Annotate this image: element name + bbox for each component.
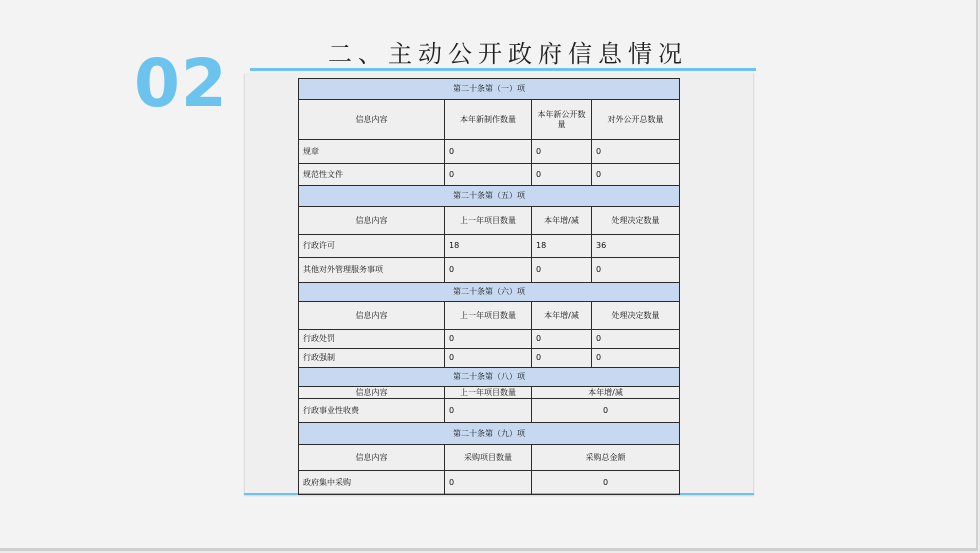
header-cell: 处理决定数量 <box>592 302 680 330</box>
value-cell: 0 <box>445 471 532 495</box>
title-underline <box>250 68 756 71</box>
header-cell: 本年增/减 <box>532 387 680 399</box>
value-cell: 0 <box>532 258 592 283</box>
column-header-row <box>299 445 680 471</box>
value-cell: 0 <box>592 330 680 349</box>
section-number: 02 <box>134 45 228 122</box>
row-label: 其他对外管理服务事项 <box>299 258 445 283</box>
value-cell: 0 <box>532 349 592 368</box>
section-title-cell: 第二十条第（五）项 <box>299 186 680 207</box>
value-cell: 0 <box>445 399 532 423</box>
table-row <box>299 140 680 164</box>
header-cell: 信息内容 <box>299 100 445 140</box>
section-header-row <box>299 283 680 302</box>
header-cell: 信息内容 <box>299 207 445 235</box>
value-cell: 0 <box>445 164 532 186</box>
header-cell: 采购项目数量 <box>445 445 532 471</box>
table-row <box>299 399 680 423</box>
value-cell: 18 <box>532 235 592 258</box>
table-row <box>299 235 680 258</box>
header-cell: 采购总金额 <box>532 445 680 471</box>
row-label: 政府集中采购 <box>299 471 445 495</box>
section-title-cell: 第二十条第（六）项 <box>299 283 680 302</box>
value-cell: 0 <box>592 349 680 368</box>
column-header-row <box>299 100 680 140</box>
value-cell: 0 <box>532 330 592 349</box>
table-row <box>299 258 680 283</box>
header-cell: 本年增/减 <box>532 302 592 330</box>
header-cell: 信息内容 <box>299 445 445 471</box>
row-label: 规章 <box>299 140 445 164</box>
row-label: 规范性文件 <box>299 164 445 186</box>
section-header-row <box>299 368 680 387</box>
section-header-row <box>299 79 680 100</box>
column-header-row <box>299 387 680 399</box>
row-label: 行政强制 <box>299 349 445 368</box>
row-label: 行政处罚 <box>299 330 445 349</box>
section-header-row <box>299 186 680 207</box>
header-cell: 本年新公开数量 <box>532 100 592 140</box>
column-header-row <box>299 302 680 330</box>
value-cell: 0 <box>592 164 680 186</box>
section-title-cell: 第二十条第（九）项 <box>299 423 680 445</box>
value-cell: 0 <box>532 164 592 186</box>
row-label: 行政事业性收费 <box>299 399 445 423</box>
header-cell: 上一年项目数量 <box>445 387 532 399</box>
value-cell: 0 <box>532 399 680 423</box>
value-cell: 0 <box>445 140 532 164</box>
disclosure-table <box>298 78 680 495</box>
value-cell: 0 <box>445 258 532 283</box>
section-title-cell: 第二十条第（八）项 <box>299 368 680 387</box>
value-cell: 36 <box>592 235 680 258</box>
section-header-row <box>299 423 680 445</box>
header-cell: 本年新制作数量 <box>445 100 532 140</box>
column-header-row <box>299 207 680 235</box>
header-cell: 本年增/减 <box>532 207 592 235</box>
header-cell: 上一年项目数量 <box>445 302 532 330</box>
value-cell: 0 <box>445 349 532 368</box>
section-title: 二、主动公开政府信息情况 <box>328 40 688 68</box>
table-row <box>299 471 680 495</box>
header-cell: 信息内容 <box>299 302 445 330</box>
value-cell: 18 <box>445 235 532 258</box>
header-cell: 对外公开总数量 <box>592 100 680 140</box>
header-cell: 信息内容 <box>299 387 445 399</box>
table-row <box>299 330 680 349</box>
section-title-cell: 第二十条第（一）项 <box>299 79 680 100</box>
table-row <box>299 164 680 186</box>
value-cell: 0 <box>445 330 532 349</box>
value-cell: 0 <box>532 471 680 495</box>
header-cell: 上一年项目数量 <box>445 207 532 235</box>
table-row <box>299 349 680 368</box>
value-cell: 0 <box>532 140 592 164</box>
header-cell: 处理决定数量 <box>592 207 680 235</box>
row-label: 行政许可 <box>299 235 445 258</box>
value-cell: 0 <box>592 258 680 283</box>
value-cell: 0 <box>592 140 680 164</box>
